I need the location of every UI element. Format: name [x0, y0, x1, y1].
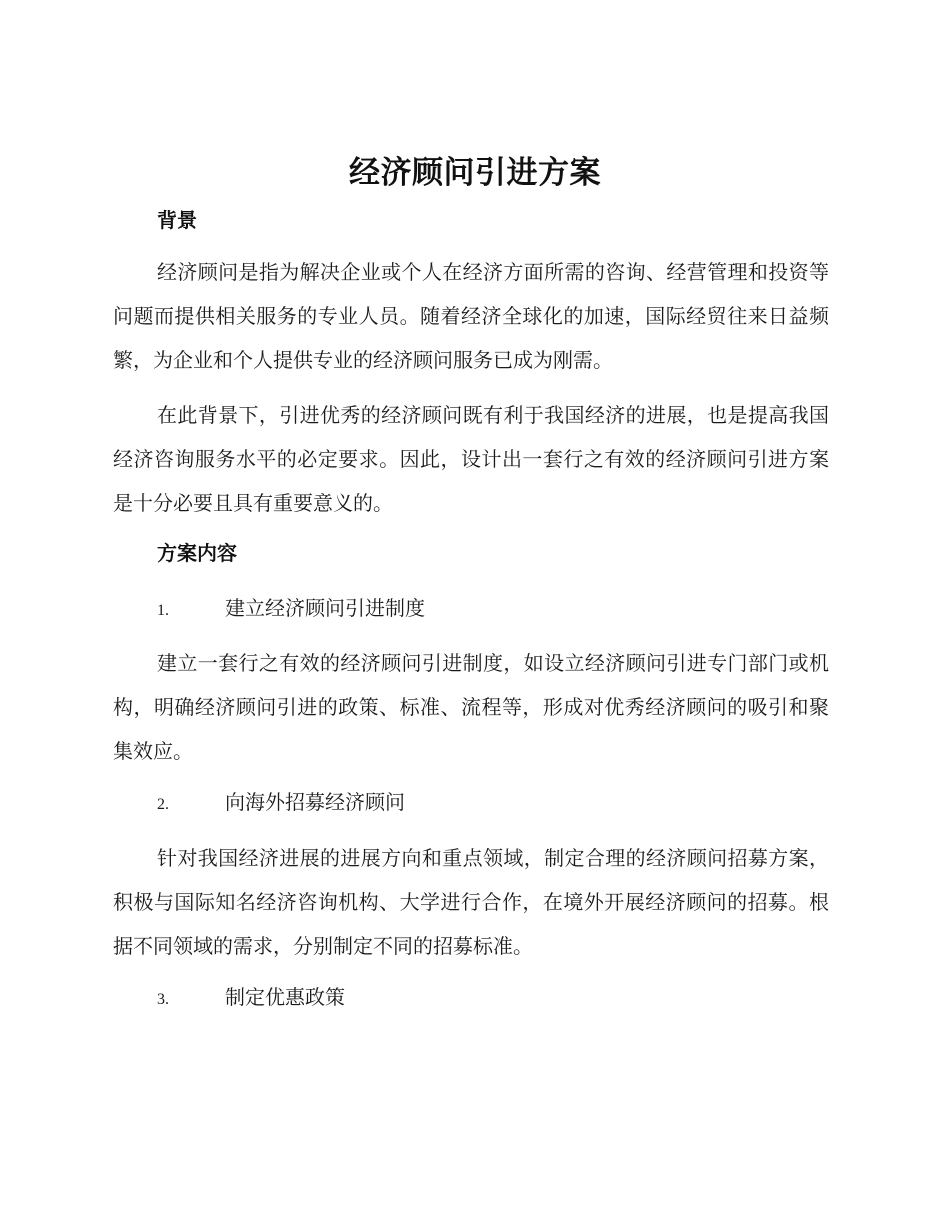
list-item-title: 向海外招募经济顾问 [225, 790, 405, 814]
list-item-title: 制定优惠政策 [225, 985, 345, 1009]
list-item-number: 3. [157, 991, 169, 1008]
list-item-number: 1. [157, 602, 169, 619]
document-title: 经济顾问引进方案 [349, 155, 601, 191]
paragraph-background-2: 在此背景下，引进优秀的经济顾问既有利于我国经济的进展，也是提高我国经济咨询服务水平的必定要求。因此，设计出一套行之有效的经济顾问引进方案是十分必要且具有重要意义的。 [113, 403, 829, 515]
heading-background: 背景 [157, 208, 197, 232]
paragraph-item-1: 建立一套行之有效的经济顾问引进制度，如设立经济顾问引进专门部门或机构，明确经济顾问引进的政策、标准、流程等，形成对优秀经济顾问的吸引和聚集效应。 [113, 651, 829, 763]
heading-plan: 方案内容 [157, 541, 237, 565]
list-item-number: 2. [157, 796, 169, 813]
paragraph-background-1: 经济顾问是指为解决企业或个人在经济方面所需的咨询、经营管理和投资等问题而提供相关服务的专业人员。随着经济全球化的加速，国际经贸往来日益频繁，为企业和个人提供专业的经济顾问服务已成为刚需。 [113, 260, 829, 372]
list-item-3 [157, 982, 345, 1015]
list-item-1 [157, 593, 425, 626]
list-item-2 [157, 787, 405, 820]
list-item-title: 建立经济顾问引进制度 [225, 596, 425, 620]
paragraph-item-2: 针对我国经济进展的进展方向和重点领域，制定合理的经济顾问招募方案，积极与国际知名经济咨询机构、大学进行合作，在境外开展经济顾问的招募。根据不同领域的需求，分别制定不同的招募标准。 [113, 846, 829, 958]
